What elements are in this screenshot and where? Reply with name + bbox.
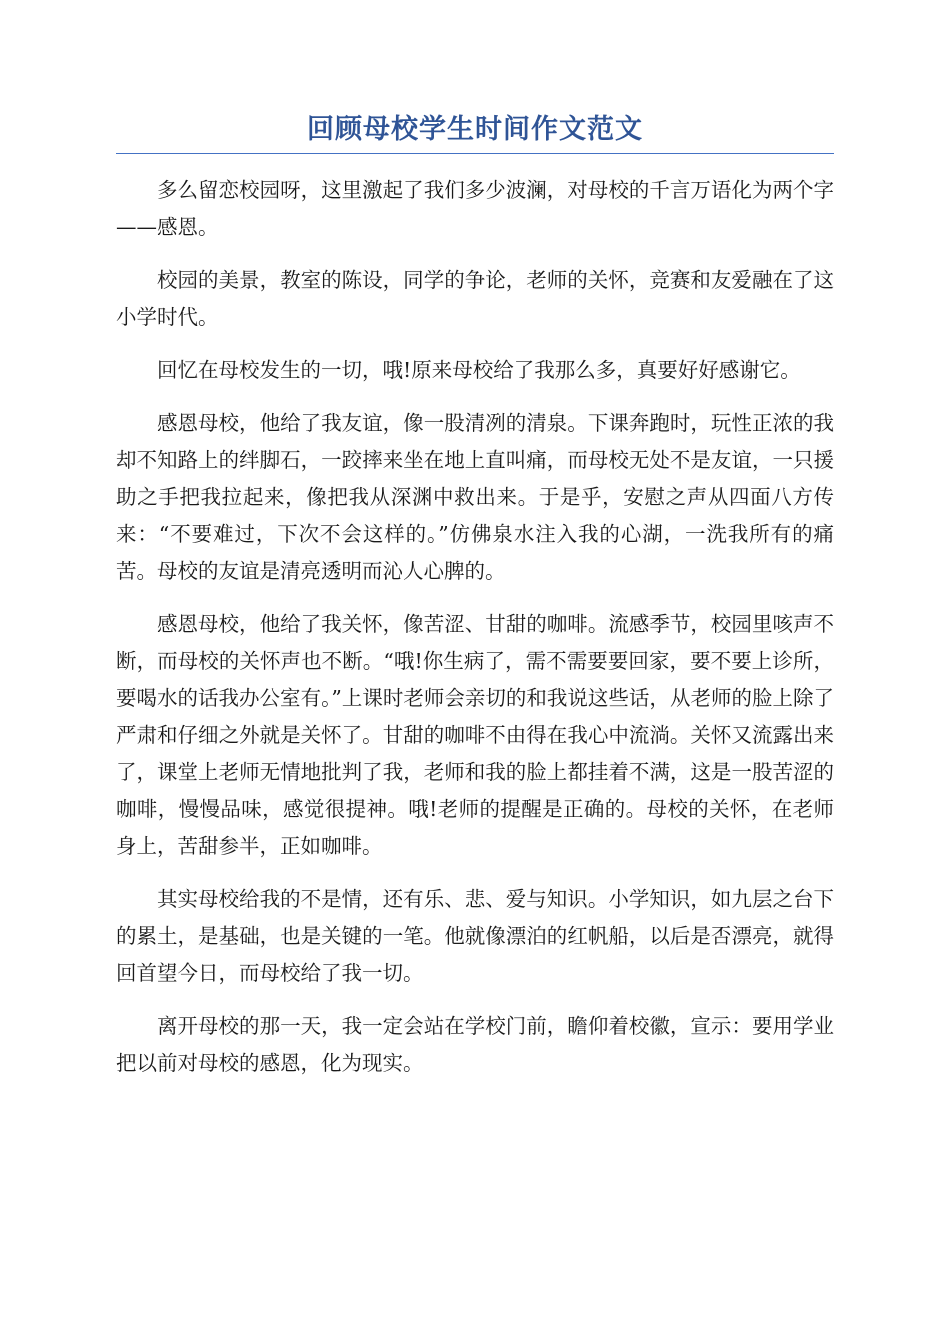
paragraph-1: 多么留恋校园呀，这里激起了我们多少波澜，对母校的千言万语化为两个字——感恩。 bbox=[116, 178, 834, 239]
paragraph-3: 回忆在母校发生的一切，哦!原来母校给了我那么多，真要好好感谢它。 bbox=[157, 358, 801, 382]
title-underline bbox=[116, 153, 834, 154]
paragraph-2: 校园的美景，教室的陈设，同学的争论，老师的关怀，竞赛和友爱融在了这小学时代。 bbox=[116, 268, 834, 329]
paragraph-4: 感恩母校，他给了我友谊，像一股清冽的清泉。下课奔跑时，玩性正浓的我却不知路上的绊脚石，一跤摔来坐在地上直叫痛，而母校无处不是友谊，一只援助之手把我拉起来，像把我从深渊中救出来。于是乎，安慰之声从四面八方传来：“不要难过，下次不会这样的。”仿佛泉水注入我的心湖，一洗我所有的痛苦。母校的友谊是清亮透明而沁人心脾的。 bbox=[116, 411, 834, 583]
paragraph-7: 离开母校的那一天，我一定会站在学校门前，瞻仰着校徽，宣示：要用学业把以前对母校的感恩，化为现实。 bbox=[116, 1014, 834, 1075]
document-title: 回顾母校学生时间作文范文 bbox=[307, 114, 643, 145]
paragraph-6: 其实母校给我的不是情，还有乐、悲、爱与知识。小学知识，如九层之台下的累土，是基础，也是关键的一笔。他就像漂泊的红帆船，以后是否漂亮，就得回首望今日，而母校给了我一切。 bbox=[116, 887, 834, 985]
document-page bbox=[116, 110, 834, 1098]
paragraph-5: 感恩母校，他给了我关怀，像苦涩、甘甜的咖啡。流感季节，校园里咳声不断，而母校的关怀声也不断。“哦!你生病了，需不需要要回家，要不要上诊所，要喝水的话我办公室有。”上课时老师会亲切的和我说这些话，从老师的脸上除了严肃和仔细之外就是关怀了。甘甜的咖啡不由得在我心中流淌。关怀又流露出来了，课堂上老师无情地批判了我，老师和我的脸上都挂着不满，这是一股苦涩的咖啡，慢慢品味，感觉很提神。哦!老师的提醒是正确的。母校的关怀，在老师身上，苦甜参半，正如咖啡。 bbox=[116, 612, 834, 858]
